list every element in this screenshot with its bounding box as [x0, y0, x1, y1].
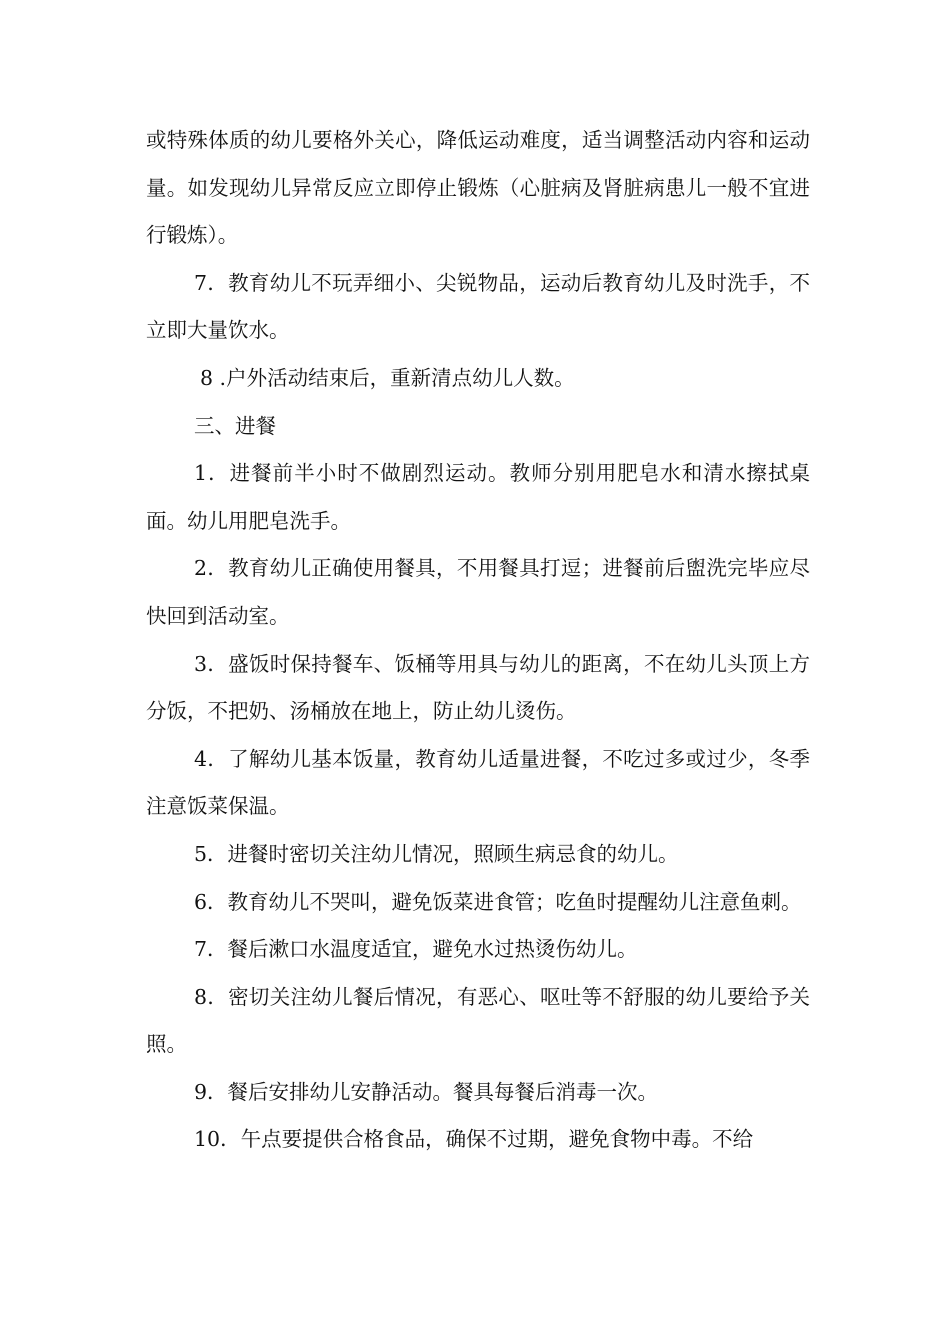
paragraph-meal-item-2: 2．教育幼儿正确使用餐具，不用餐具打逗；进餐前后盥洗完毕应尽快回到活动室。 — [146, 556, 810, 628]
paragraph-meal-item-10: 10．午点要提供合格食品，确保不过期，避免食物中毒。不给 — [194, 1127, 754, 1152]
paragraph-meal-item-8: 8．密切关注幼儿餐后情况，有恶心、呕吐等不舒服的幼儿要给予关照。 — [146, 984, 810, 1057]
paragraph-meal-item-1: 1．进餐前半小时不做剧烈运动。教师分别用肥皂水和清水擦拭桌面。幼儿用肥皂洗手。 — [146, 461, 810, 533]
paragraph-item-8-headcount: 8 .户外活动结束后，重新清点幼儿人数。 — [200, 365, 575, 390]
paragraph-continuation: 或特殊体质的幼儿要格外关心，降低运动难度，适当调整活动内容和运动量。如发现幼儿异常反应立即停止锻炼（心脏病及肾脏病患儿一般不宜进行锻炼）。 — [146, 128, 810, 248]
paragraph-meal-item-5: 5．进餐时密切关注幼儿情况，照顾生病忌食的幼儿。 — [194, 841, 679, 866]
paragraph-item-7-safety: 7．教育幼儿不玩弄细小、尖锐物品，运动后教育幼儿及时洗手，不立即大量饮水。 — [146, 270, 810, 343]
paragraph-meal-item-3: 3．盛饭时保持餐车、饭桶等用具与幼儿的距离，不在幼儿头顶上方分饭，不把奶、汤桶放在地上，防止幼儿烫伤。 — [146, 651, 810, 724]
paragraph-meal-item-4: 4．了解幼儿基本饭量，教育幼儿适量进餐，不吃过多或过少，冬季注意饭菜保温。 — [146, 746, 810, 819]
paragraph-meal-item-9: 9．餐后安排幼儿安静活动。餐具每餐后消毒一次。 — [194, 1079, 659, 1104]
paragraph-meal-item-7: 7．餐后漱口水温度适宜，避免水过热烫伤幼儿。 — [194, 937, 638, 962]
section-heading-meals: 三、进餐 — [194, 413, 276, 438]
document-body — [146, 117, 810, 1164]
paragraph-meal-item-6: 6．教育幼儿不哭叫，避免饭菜进食管；吃鱼时提醒幼儿注意鱼刺。 — [194, 889, 802, 914]
